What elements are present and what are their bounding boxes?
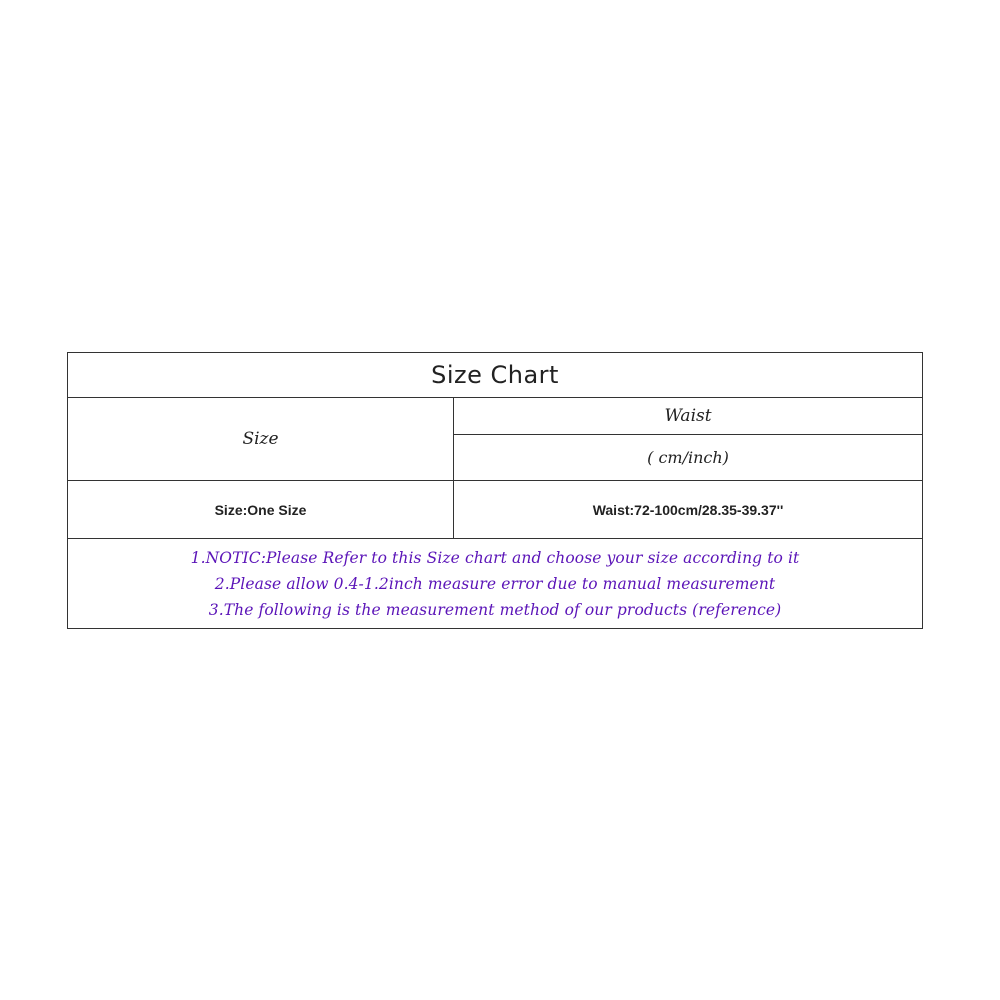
notes-row [68, 539, 923, 629]
size-value-cell: Size:One Size [68, 481, 454, 539]
waist-header: Waist [664, 406, 712, 426]
notes-cell [68, 539, 923, 629]
size-chart-table [67, 352, 923, 629]
waist-header-cell [454, 398, 923, 435]
title-row [68, 353, 923, 398]
table-row [68, 481, 923, 539]
unit-header: ( cm/inch) [647, 447, 729, 467]
note-line-1: 1.NOTIC:Please Refer to this Size chart and choose your size according to it [190, 548, 800, 567]
size-header: Size [242, 429, 279, 449]
note-line-3: 3.The following is the measurement method of our products (reference) [208, 600, 782, 619]
header-row [68, 398, 923, 435]
waist-value-cell: Waist:72-100cm/28.35-39.37'' [454, 481, 923, 539]
size-header-cell [68, 398, 454, 481]
note-line-2: 2.Please allow 0.4-1.2inch measure error due to manual measurement [214, 574, 776, 593]
chart-title: Size Chart [68, 353, 923, 398]
unit-header-cell [454, 435, 923, 481]
